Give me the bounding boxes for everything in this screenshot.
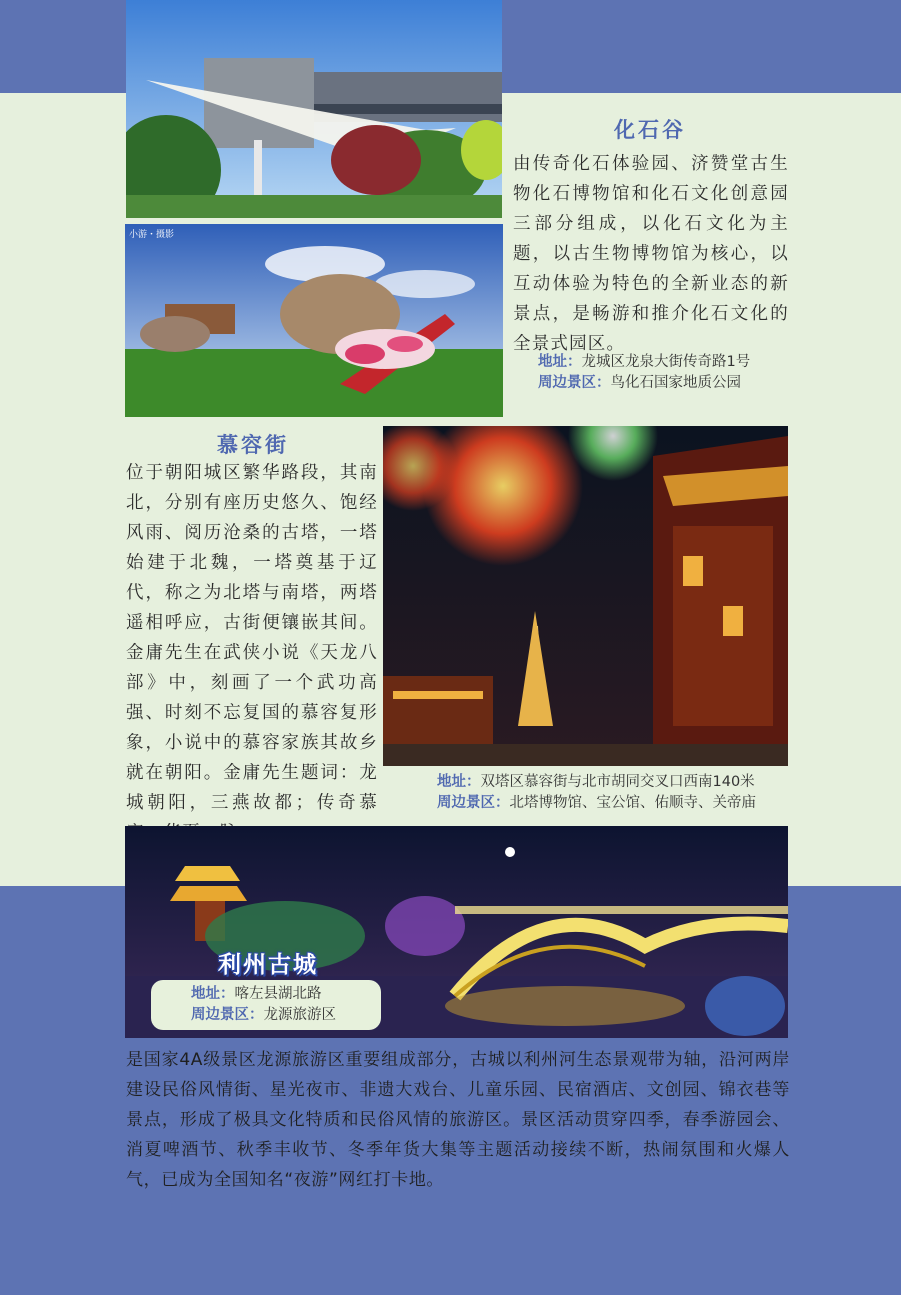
lizhou-old-city-title: 利州古城 (218, 952, 318, 978)
fossil-valley-info (538, 352, 750, 394)
nearby-label: 周边景区： (191, 1007, 264, 1023)
lizhou-old-city-description: 是国家4A级景区龙源旅游区重要组成部分，古城以利州河生态景观带为轴，沿河两岸建设民俗风情街、星光夜市、非遗大戏台、儿童乐园、民宿酒店、文创园、锦衣巷等景点，形成了极具文化特质和民俗风情的旅游区。景区活动贯穿四季，春季游园会、消夏啤酒节、秋季丰收节、冬季年货大集等主题活动接续不断，热闹氛围和火爆人气，已成为全国知名“夜游”网红打卡地。 (126, 1050, 790, 1190)
fossil-valley-description: 由传奇化石体验园、济赞堂古生物化石博物馆和化石文化创意园三部分组成，以化石文化为主题，以古生物博物馆为核心，以互动体验为特色的全新业态的新景点，是畅游和推介化石文化的全景式园区。 (513, 154, 789, 354)
nearby-line (191, 1005, 336, 1026)
address-value: 双塔区慕容街与北市胡同交叉口西南140米 (480, 774, 755, 790)
nearby-line (437, 793, 756, 814)
nearby-value: 北塔博物馆、宝公馆、佑顺寺、关帝庙 (509, 795, 756, 811)
fossil-garden-photo (125, 224, 503, 417)
nearby-label: 周边景区： (538, 375, 611, 391)
address-value: 喀左县湖北路 (234, 986, 322, 1002)
address-line (538, 352, 750, 373)
murong-street-photo (383, 426, 788, 766)
nearby-label: 周边景区： (437, 795, 510, 811)
nearby-value: 龙源旅游区 (263, 1007, 336, 1023)
address-line (437, 772, 756, 793)
murong-street-description: 位于朝阳城区繁华路段，其南北，分别有座历史悠久、饱经风雨、阅历沧桑的古塔，一塔始建于北魏，一塔奠基于辽代，称之为北塔与南塔，两塔遥相呼应，古街便镶嵌其间。金庸先生在武侠小说《天龙八部》中，刻画了一个武功高强、时刻不忘复国的慕容复形象，小说中的慕容家族其故乡就在朝阳。金庸先生题词：龙城朝阳，三燕故都；传奇慕 (126, 463, 378, 813)
lizhou-info-box (151, 980, 381, 1030)
fossil-valley-title: 化石谷 (614, 118, 686, 142)
address-line (191, 984, 336, 1005)
lizhou-old-city-info (191, 984, 336, 1026)
photo-credit: 小游・摄影 (129, 230, 175, 240)
address-value: 龙城区龙泉大街传奇路1号 (581, 354, 751, 370)
nearby-line (538, 373, 750, 394)
fossil-museum-photo (126, 0, 502, 218)
nearby-value: 鸟化石国家地质公园 (610, 375, 741, 391)
address-label: 地址： (538, 354, 582, 370)
address-label: 地址： (437, 774, 481, 790)
murong-street-info (437, 772, 756, 814)
murong-street-title: 慕容街 (217, 433, 289, 457)
address-label: 地址： (191, 986, 235, 1002)
